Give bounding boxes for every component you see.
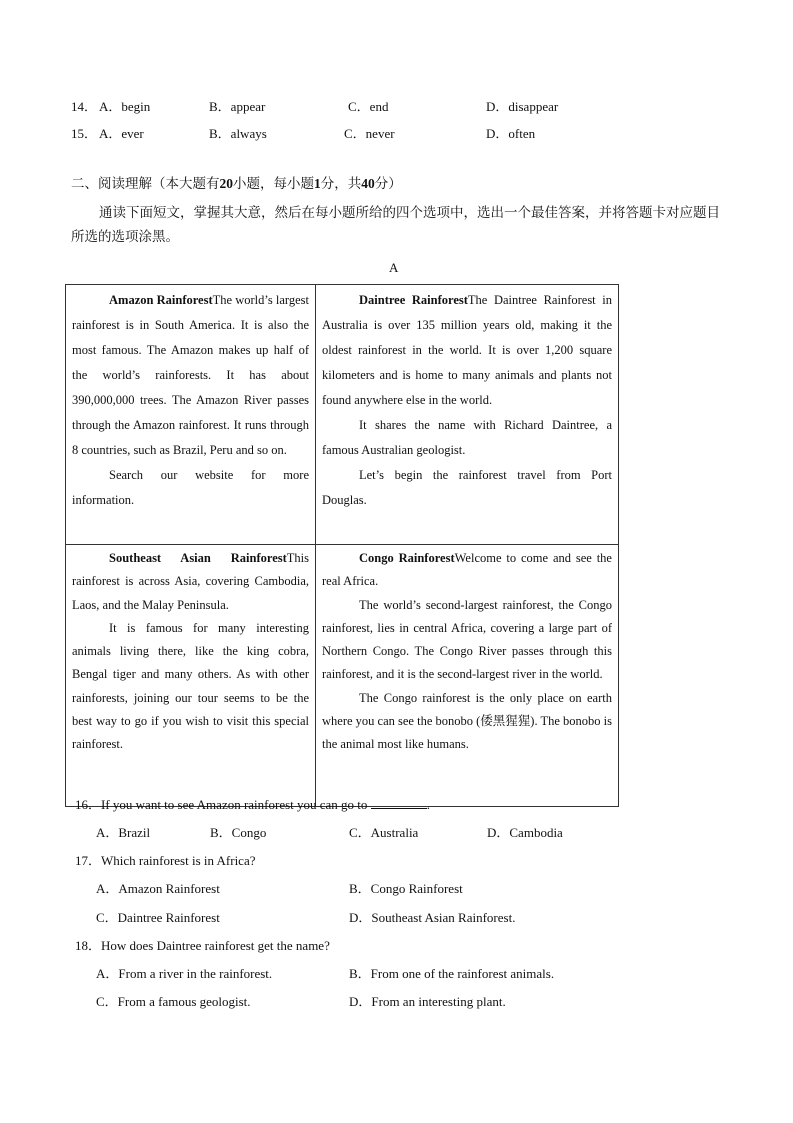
cell-congo: Congo RainforestWelcome to come and see the real Africa. The world’s second-largest rainforest, the Congo rainforest, lies in central Africa, covering a large part of Northern Congo. The Congo River passes through this rainforest, and it is the second-largest river in the world. The Congo rainforest is the only place on earth where you can see the bonobo (倭黑猩猩). The bonobo is the animal most like humans. xyxy=(322,551,612,752)
cell-daintree: Daintree RainforestThe Daintree Rainforest in Australia is over 135 million years old, making it the oldest rainforest in the world. It is over 1,200 square kilometers and is home to many animals and plants not found anywhere else in the world. It shares the name with Richard Daintree, a famous Australian geologist. Let’s begin the rainforest travel from Port Douglas. xyxy=(316,285,618,545)
cell-title: Congo Rainforest xyxy=(359,551,455,565)
option-b: B．always xyxy=(209,126,267,141)
option-d: D．often xyxy=(486,126,536,141)
section-heading: 二、阅读理解（本大题有20小题，每小题1分，共40分） xyxy=(71,176,402,191)
passage-label: A xyxy=(389,260,399,275)
cell-southeast-asian: Southeast Asian RainforestThis rainforest is across Asia, covering Cambodia, Laos, and the Malay Peninsula. It is famous for many interesting animals living there, like the king cobra, Bengal tiger and many others. As with other rainforests, joining our tour seems to be the best way to go if you wish to visit this special rainforest. xyxy=(66,545,316,806)
q16-option-a: A．Brazil xyxy=(96,825,151,840)
option-b: B．appear xyxy=(209,99,266,114)
cell-amazon: Amazon RainforestThe world’s largest rainforest is in South America. It is also the most famous. The Amazon makes up half of the world’s rainforests. It has about 390,000,000 trees. The Amazon River passes through the Amazon rainforest. It runs through 8 countries, such as Brazil, Peru and so on. Search our website for more information. xyxy=(66,285,316,545)
option-a: A．begin xyxy=(99,99,151,114)
q18-option-d: D．From an interesting plant. xyxy=(349,994,506,1009)
q16-option-c: C．Australia xyxy=(349,825,419,840)
q18-option-a: A．From a river in the rainforest. xyxy=(96,966,273,981)
passage-table xyxy=(65,284,619,807)
q17-option-d: D．Southeast Asian Rainforest. xyxy=(349,910,516,925)
section-instructions: 通读下面短文，掌握其大意，然后在每小题所给的四个选项中，选出一个最佳答案，并将答题卡对应题目所选的选项涂黑。 xyxy=(71,205,720,244)
q17-option-a: A．Amazon Rainforest xyxy=(96,881,220,896)
option-a: A．ever xyxy=(99,126,144,141)
q17-option-c: C．Daintree Rainforest xyxy=(96,910,220,925)
cell-title: Southeast Asian Rainforest xyxy=(109,551,287,565)
option-c: C．end xyxy=(348,99,389,114)
q16-option-d: D．Cambodia xyxy=(487,825,563,840)
option-c: C．never xyxy=(344,126,395,141)
option-d: D．disappear xyxy=(486,99,559,114)
q16-option-b: B．Congo xyxy=(210,825,267,840)
q17-option-b: B．Congo Rainforest xyxy=(349,881,463,896)
question-16-stem: 16．If you want to see Amazon rainforest you can go to . xyxy=(75,797,430,812)
question-17-stem: 17．Which rainforest is in Africa? xyxy=(75,853,256,868)
cell-title: Daintree Rainforest xyxy=(359,293,468,307)
q18-option-b: B．From one of the rainforest animals. xyxy=(349,966,555,981)
question-number: 15． xyxy=(71,126,98,141)
q18-option-c: C．From a famous geologist. xyxy=(96,994,251,1009)
question-number: 14． xyxy=(71,99,98,114)
answer-blank xyxy=(371,796,427,809)
question-18-stem: 18．How does Daintree rainforest get the name? xyxy=(75,938,330,953)
cell-title: Amazon Rainforest xyxy=(109,293,213,307)
